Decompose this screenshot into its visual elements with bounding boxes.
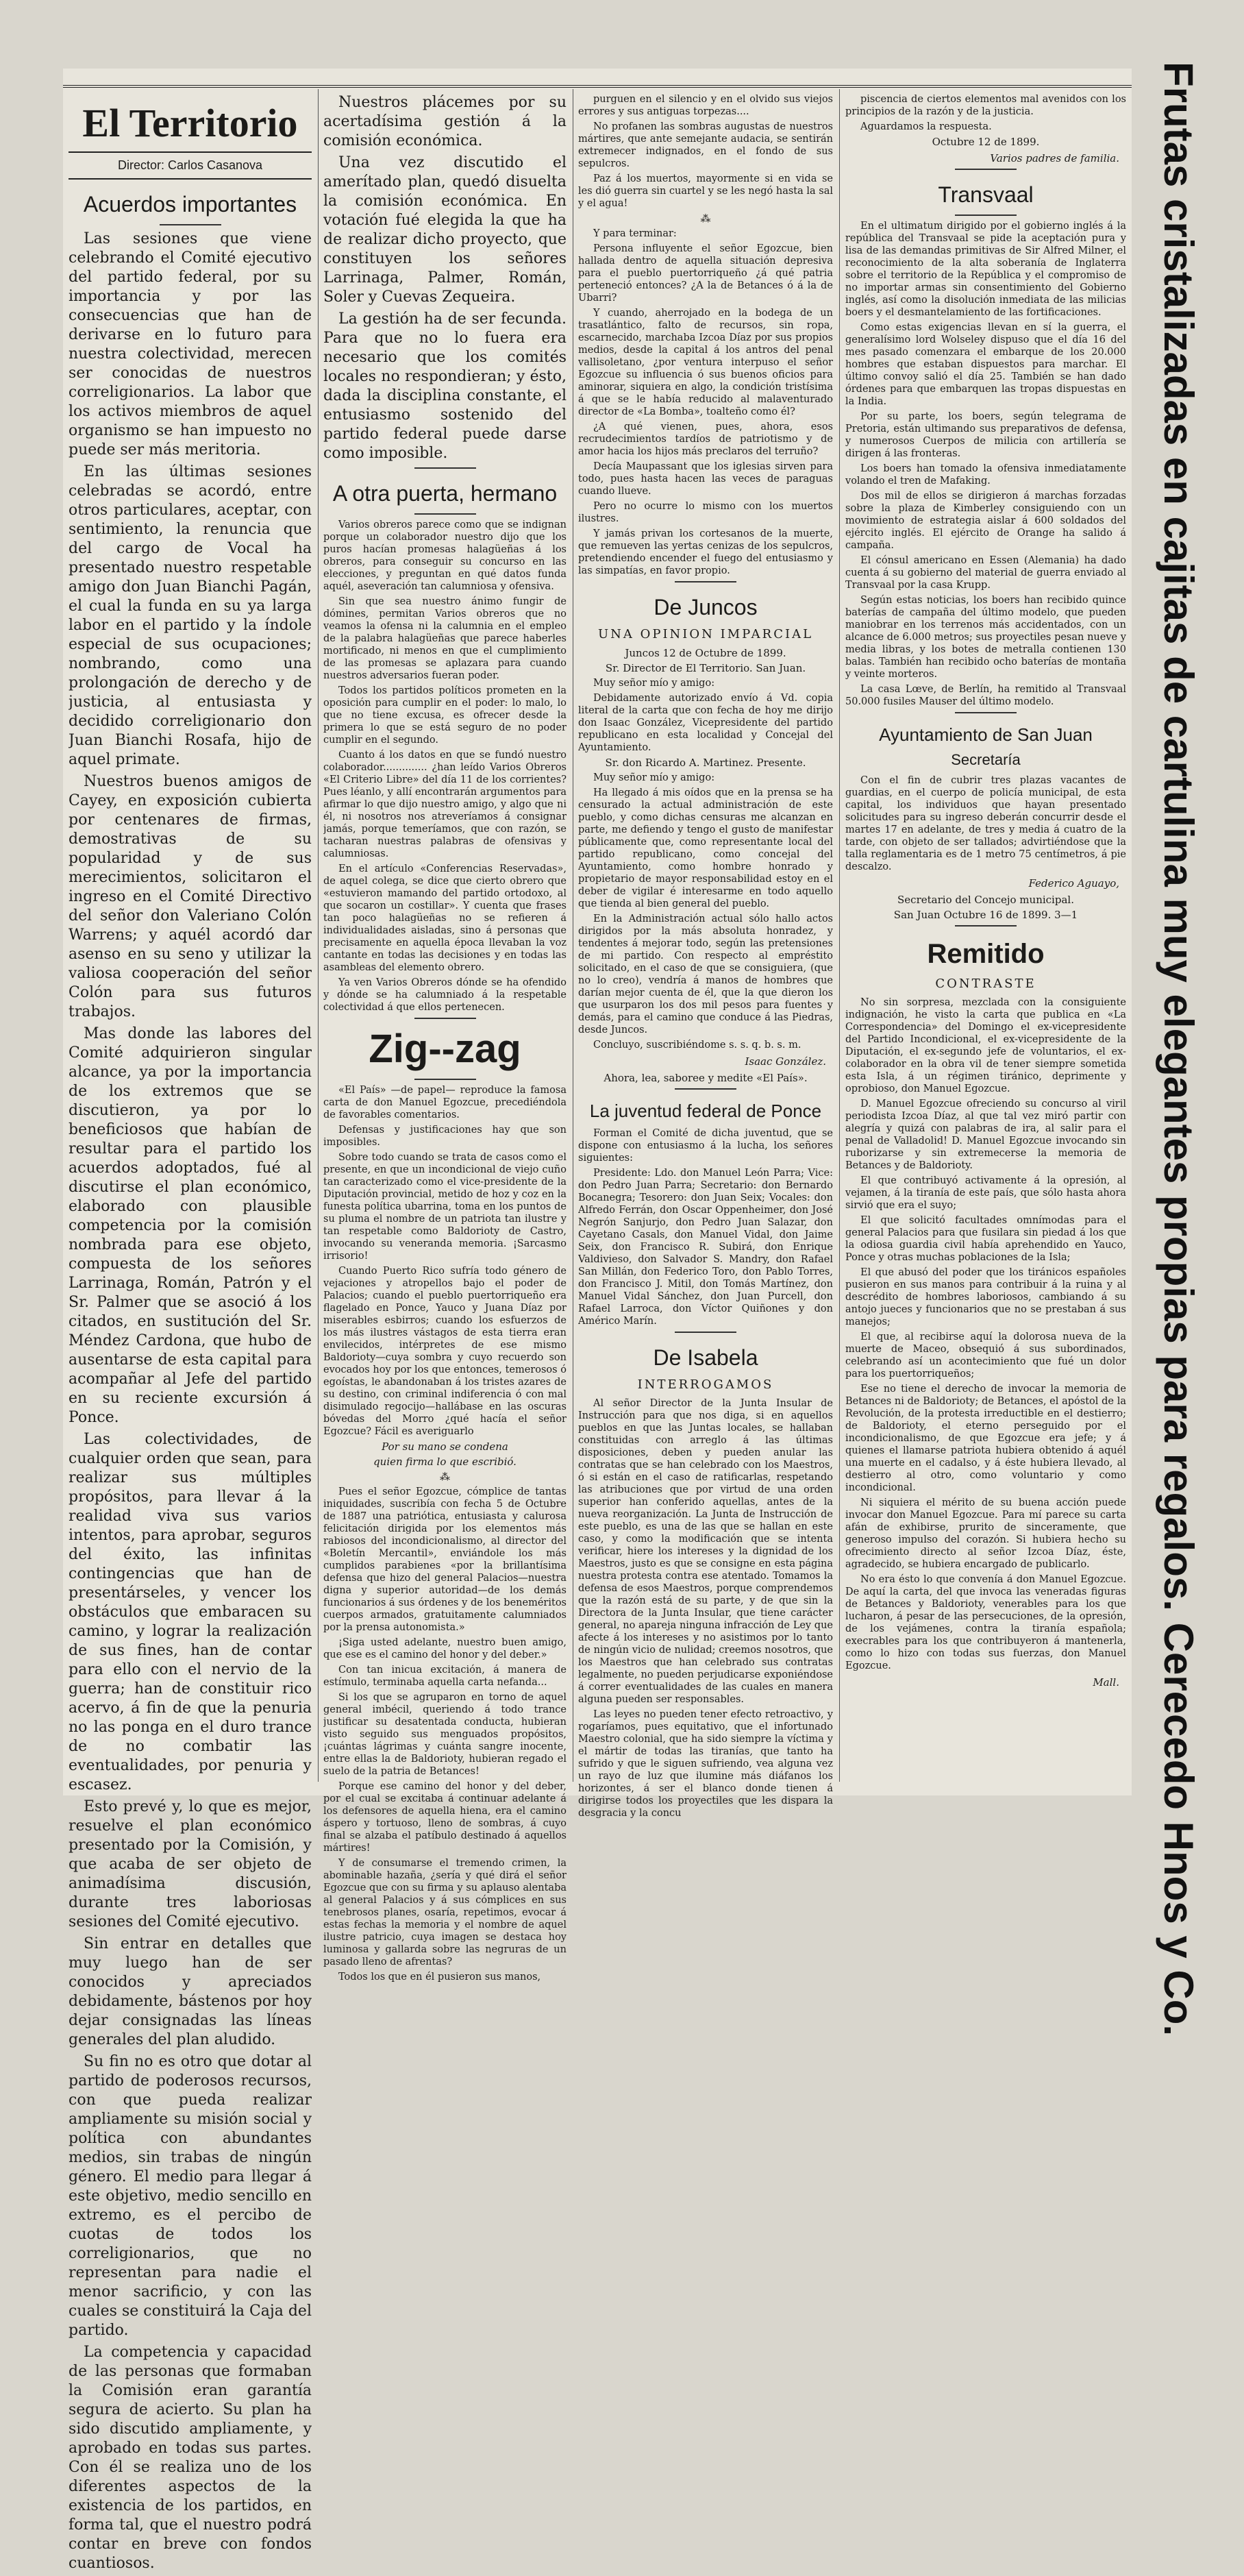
paragraph: En el ultimatum dirigido por el gobierno inglés á la república del Transvaal se pide la aceptación pura y lisa de las demandas primitivas de Sir Alfred Milner, el reconocimiento de la alta soberanía de Inglaterra sobre el territorio de la República y el compromiso de no importar armas sin consentimiento del Gobierno inglés, así como la disolución inmediata de las milicias boers y el desmantelamiento de las fortificaciones.: [845, 221, 1126, 318]
article-body: [323, 1084, 567, 1983]
verse-line: Por su mano se condena: [382, 1440, 508, 1453]
divider: [675, 1088, 736, 1090]
paragraph: Las colectividades, de cualquier orden que sean, para realizar sus múltiples propósitos, para llevar á la realidad viva sus varios intentos, para aprobar, seguros del éxito, las infinitas contingencias que han de presentárseles, y vencer los obstáculos que embaracen su camino, y lograr la realización de sus fines, han de contar para ello con el nervio de la guerra; han de constituir rico acervo, á fin de que la penuria no las ponga en el duro trance de no combatir las eventualidades, por penuria y escasez.: [69, 1431, 312, 1793]
paragraph: Aguardamos la respuesta.: [860, 121, 992, 132]
paragraph: Sobre todo cuando se trata de casos como el presente, en que un incondicional de viejo cuño tan caracterizado como el vice-presidente de la Diputación provincial, metido de hoz y coz en la funesta política ubarrina, toma en los puntos de su pluma el nombre de un patriota tan ilustre y tan respetable como Baldorioty de Castro, invocando su veneranda memoria. ¡Sarcasmo irrisorio!: [323, 1152, 567, 1262]
column-3: [578, 93, 833, 1822]
paragraph: Varios obreros parece como que se indignan porque un colaborador nuestro dijo que los puros hacían promesas halagüeñas á los obreros, para conseguir su concurso en las elecciones, y preguntan en qué datos funda aquél, aseveración tan calumniosa y ofensiva.: [323, 519, 567, 592]
paragraph: Porque ese camino del honor y del deber, por el cual se excitaba á continuar adelante á los defensores de aquella hiena, era el camino áspero y tortuoso, lleno de sombras, á cuyo final se alzaba el patíbulo destinado á aquellos mártires!: [323, 1781, 567, 1854]
paragraph: Cuanto á los datos en que se fundó nuestro colaborador.............. ¿han leído Varios Obreros «El Criterio Libre» del día 11 de los corrientes? Pues léanlo, y allí encontrarán argumentos para afirmar lo que dijo nuestro amigo, y algo que ni él, ni nosotros nos atreveríamos á consignar jamás, porque temeríamos, que con razón, se tacharan nuestras palabras de ofensivas y calumniosas.: [323, 750, 567, 859]
divider: [414, 1018, 476, 1019]
paragraph: El cónsul americano en Essen (Alemania) ha dado cuenta á su gobierno del material de guerra enviado al Transvaal por la casa Krupp.: [845, 555, 1126, 591]
article-heading: Transvaal: [938, 182, 1034, 207]
paragraph: Ese no tiene el derecho de invocar la memoria de Betances ni de Baldorioty; de Betances, el apóstol de la Revolución, de la protesta irreductible en el destierro; de Baldorioty, el eterno perseguido por el incondicionalismo, de que Egozcue era jefe; y á quienes el llamarse patriota hubiera obtenido á aquél una muerte en el cadalso, y á éste hubiera llevado, al destierro al otro, como voluntario y como incondicional.: [845, 1384, 1126, 1493]
paragraph: «El País» —de papel— reproduce la famosa carta de don Manuel Egozcue, precediéndola de favorables comentarios.: [323, 1085, 567, 1120]
paragraph: Dos mil de ellos se dirigieron á marchas forzadas sobre la plaza de Kimberley consiguiendo con un movimiento de estrategia aislar á 600 soldados del ejército inglés. El ejército de Orange ha salido á campaña.: [845, 491, 1126, 551]
column-1: [69, 93, 312, 2576]
paragraph: Con tan inicua excitación, á manera de estímulo, terminaba aquella carta nefanda...: [323, 1665, 567, 1688]
paragraph: Los boers han tomado la ofensiva inmediatamente volando el tren de Mafaking.: [845, 463, 1126, 487]
paragraph: El que abusó del poder que los tiránicos españoles pusieron en sus manos para contribuir á la ruina y al descrédito de hombres laboriosos, cambiando á su antojo jueces y funcionarios que no se prestaban á sus manejos;: [845, 1267, 1126, 1327]
article-subheading: Secretaría: [951, 751, 1021, 768]
article-heading: A otra puerta, hermano: [332, 481, 558, 506]
paragraph: Todos los partidos políticos prometen en la oposición para cumplir en el poder: lo malo, lo que no tiene excusa, es ofrecer desde la primera lo que se está seguro de no poder cumplir en el segundo.: [323, 685, 567, 746]
paragraph: Al señor Director de la Junta Insular de Instrucción para que nos diga, si en aquellos pueblos en que las Juntas locales, se hallaban constituidas con arreglo á las últimas disposiciones, deben y pueden anular las contratas que se han celebrado con los Maestros, ó si están en el caso de ratificarlas, respetando las atribuciones que por virtud de una orden superior han conferido aquellas, antes de la nueva reorganización. La Junta de Instrucción de este pueblo, es una de las que se hallan en este caso, y como la modificación que se intenta verificar, hiere los intereses y la dignidad de los Maestros, justo es que se consigne en esta página nuestra protesta contra ese atentado. Tomamos la defensa de esos Maestros, porque comprendemos que la razón está de su parte, y de que sin la Directora de la Junta Insular, que tiene carácter general, no apareja ninguna infracción de Ley que afecte á los intereses y no asistimos por lo tanto de ningún vicio de nulidad; creemos nosotros, que los Maestros que han celebrado sus contratas legalmente, no pueden perjudicarse exponiéndose á correr eventualidades de las cuales en manera alguna pueden ser responsables.: [578, 1398, 833, 1705]
article-body: [845, 220, 1126, 708]
article-body: [69, 230, 312, 2573]
paragraph: Presidente: Ldo. don Manuel León Parra; Vice: don Pedro Juan Parra; Secretario: don Bernardo Bocanegra; Tesorero: don Juan Seix; Vocales: don Alfredo Ferrán, don Oscar Oppenheimer, don José Negrón Sanjurjo, don Pedro Juan Salazar, don Cayetano Casals, don Manuel Vidal, don Jaime Seix, don Francisco R. Subirá, don Enrique Valdivieso, don Salvador S. Mandry, don Rafael San Millán, don Federico Toro, don Pablo Torres, don Francisco J. Mitil, don Tomás Martínez, don Manuel Vidal Sánchez, don Juan Purcell, don Rafael Larroca, don Víctor Quiñones y don Américo Marín.: [578, 1168, 833, 1327]
asterism: ⁂: [440, 1471, 450, 1483]
paragraph: La gestión ha de ser fecunda. Para que no lo fuera era necesario que los comités locales no respondieran; y ésto, dada la disciplina constante, el entusiasmo sostenido del partido federal puede darse como imposible.: [323, 310, 567, 462]
article-body: [578, 93, 833, 577]
paragraph: Si los que se agruparon en torno de aquel general imbécil, queriendo á todo trance justificar su desatentada conducta, hubieran visto seguido sus menguados propósitos, ¡cuántas lágrimas y cuánta sangre inocente, entre ellas la de Baldorioty, hubieran regado el suelo de la patria de Betances!: [323, 1692, 567, 1777]
paragraph: Las sesiones que viene celebrando el Comité ejecutivo del partido federal, por su importancia y por las consecuencias que han de derivarse en lo futuro para nuestra colectividad, merecen ser conocidas de nuestros correligionarios. La labor que los activos miembros de aquel organismo se han impuesto no puede ser más meritoria.: [69, 230, 312, 458]
signature: Isaac González.: [745, 1055, 826, 1068]
paragraph: Muy señor mío y amigo:: [593, 772, 715, 783]
paragraph: Cuando Puerto Rico sufría todo género de vejaciones y atropellos bajo el poder de Palacios; cuando el pueblo puertorriqueño era flagelado en Ponce, Yauco y Juana Díaz por miserables esbirros; cuando los esfuerzos de los más ilustres vástagos de esta tierra eran envilecidos, intérpretes de ese mismo Baldorioty—cuya sombra y cuyo recuerdo son evocados hoy por los que entonces, temerosos ó egoístas, le abandonaban á los tristes azares de su destino, con criminal indiferencia ó con mal disimulado regocijo—hallábase en las oscuras bóvedas del Morro ¿qué hacía el señor Egozcue? Fácil es averiguarlo: [323, 1266, 567, 1437]
paragraph: Esto prevé y, lo que es mejor, resuelve el plan económico presentado por la Comisión, y que acaba de ser objeto de animadísima discusión, durante tres laboriosas sesiones del Comité ejecutivo.: [69, 1798, 312, 1930]
verse-line: quien firma lo que escribió.: [373, 1456, 517, 1468]
paragraph: Nuestros plácemes por su acertadísima gestión á la comisión económica.: [323, 94, 567, 149]
letter-date: Octubre 12 de 1899.: [932, 136, 1040, 148]
paragraph: Y de consumarse el tremendo crimen, la abominable hazaña, ¿sería y qué dirá el señor Egozcue que con su firma y su aplauso alentaba al general Palacios y á sus cómplices en sus tenebrosos planes, osaría, repetimos, evocar á estas fechas la memoria y el nombre de aquel ilustre patricio, cuya imagen se destaca hoy luminosa y gallarda sobre las negruras de un pasado lleno de afrentas?: [323, 1858, 567, 1967]
column-4: [845, 93, 1126, 1693]
newspaper-page: [63, 69, 1132, 2572]
paragraph: ¿A qué vienen, pues, ahora, esos recrudecimientos tardíos de patriotismo y de amor hacia los hijos más preclaros del terruño?: [578, 421, 833, 457]
column-2: [323, 93, 567, 1986]
masthead-director: Director: Carlos Casanova: [69, 151, 312, 180]
notice-date: San Juan Octubre 16 de 1899. 3—1: [893, 909, 1078, 921]
paragraph: La casa Lœve, de Berlín, ha remitido al Transvaal 50.000 fusiles Mauser del último modelo.: [845, 684, 1126, 707]
article-body: [578, 1127, 833, 1327]
paragraph: Una vez discutido el amerítado plan, quedó disuelta la comisión económica. En votación fué elegida la que ha de realizar dicho proyecto, que constituyen los señores Larrinaga, Palmer, Román, Soler y Cuevas Zequeira.: [323, 154, 567, 306]
article-body: [578, 1397, 833, 1819]
paragraph: Y jamás privan los cortesanos de la muerte, que remueven las yertas cenizas de los sepulcros, pretendiendo encender el fuego del entusiasmo y las simpatías, en favor propio.: [578, 528, 833, 576]
letter-recipient: Sr. don Ricardo A. Martinez. Presente.: [605, 757, 806, 769]
paragraph: En las últimas sesiones celebradas se acordó, entre otros particulares, aceptar, con sentimiento, la renuncia que del cargo de Vocal ha presentado nuestro respetable amigo don Juan Bianchi Pagán, el cual la funda en su ya larga labor en el partido y la índole especial de sus ocupaciones; nombrando, como una prolongación de derecho y de justicia, al entusiasta y decidido correligionario don Juan Bianchi Rosafa, hijo de aquel primate.: [69, 463, 312, 768]
divider: [414, 467, 476, 469]
paragraph: Y cuando, aherrojado en la bodega de un trasatlántico, falto de recursos, sin ropa, escarnecido, marchaba Izcoa Díaz por sus propios medios, desde la capital á los antros del penal vallisoletano, ¿por ventura interpuso el señor Egozcue su influencia ó sus buenos oficios para aminorar, siquiera en algo, la condición tristísima á que se le había reducido al malaventurado director de «La Bomba», toalteño como él?: [578, 308, 833, 417]
column-divider: [318, 89, 319, 1782]
paragraph: No profanen las sombras augustas de nuestros mártires, que ante semejante audacia, se sentirán extremecer indignados, en el fondo de sus sepulcros.: [578, 121, 833, 169]
article-heading: La juventud federal de Ponce: [589, 1101, 822, 1121]
article-body: [845, 93, 1126, 164]
paragraph: Mas donde las labores del Comité adquirieron singular alcance, ya por la importancia de los extremos que se discutieron, ya por lo beneficiosos que habían de resultar para el partido los acuerdos adoptados, fué al discutirse el plan económico, elaborado con plausible competencia por la comisión nombrada para ese objeto, compuesta de los señores Larrinaga, Román, Patrón y el Sr. Palmer que se asoció á los citados, en sustitución del Sr. Méndez Cardona, que hubo de ausentarse de esta capital para acompañar al Jefe del partido en su reciente excursión á Ponce.: [69, 1025, 312, 1426]
article-heading: De Juncos: [654, 595, 758, 620]
article-subheading: INTERROGAMOS: [637, 1377, 774, 1392]
paragraph: Decía Maupassant que los iglesias sirven para todo, pues hasta hacen las veces de paraguas cuando llueve.: [578, 461, 833, 497]
divider: [955, 925, 1017, 927]
article-body: [845, 774, 1126, 921]
divider: [160, 224, 221, 225]
paragraph: Y para terminar:: [593, 228, 677, 239]
paragraph: Sin que sea nuestro ánimo fungir de dómines, permitan Varios obreros que no veamos la ofensa ni la calumnia en el empleo de la palabra halagüeñas que parece haberles mortificado, ni menos en que el cumplimiento de las promesas se aplazara para cuando nuestros adversarios fueran poder.: [323, 596, 567, 681]
article-heading: De Isabela: [653, 1345, 758, 1370]
paragraph: El que solicitó facultades omnímodas para el general Palacios para que fusilara sin piedad á los que la odiosa guardia civil había aprehendido en Yauco, Ponce y otras muchas poblaciones de la Isla;: [845, 1215, 1126, 1263]
paragraph: El que, al recibirse aquí la dolorosa nueva de la muerte de Maceo, obsequió á sus subordinados, celebrando así un acontecimiento que fué un dolor para los puertorriqueños;: [845, 1332, 1126, 1379]
paragraph: No era ésto lo que convenía á don Manuel Egozcue. De aquí la carta, del que invoca las veneradas figuras de Betances y Baldorioty, venerables para los que lucharon, á pesar de las persecuciones, de la opresión, de los vejámenes, contra la tiranía española; execrables para los que contribuyeron á mantenerla, como lo hizo con todas sus fuerzas, don Manuel Egozcue.: [845, 1574, 1126, 1671]
vertical-advertisement: [1147, 62, 1209, 2037]
letter-recipient: Sr. Director de El Territorio. San Juan.: [605, 662, 806, 674]
column-divider: [839, 89, 840, 1782]
paragraph: En el artículo «Conferencias Reservadas», de aquel colega, se dice que cierto obrero que «estuvieron mamando del partido ortodoxo, al que socaron un costillar». Y cuenta que frases tan poco halagüeñas no se refieren á individualidades aisladas, sino á personas que precisamente en aquella época llevaban la voz cantante en todas las decisiones y en todas las asambleas del elemento obrero.: [323, 863, 567, 973]
article-heading: Remitido: [927, 939, 1045, 969]
advertisement-text: Frutas cristalizadas en cajitas de cartulina muy elegantes propias para regalos. Cerecedo Hnos y Co.: [1156, 62, 1202, 2037]
divider: [675, 1332, 736, 1333]
paragraph: Todos los que en él pusieron sus manos,: [338, 1972, 541, 1983]
paragraph: Su fin no es otro que dotar al partido de poderosos recursos, con que pueda realizar ampliamente su misión social y política con abundantes medios, sin trabas de ningún género. El medio para llegar á este objetivo, medio sencillo en extremo, es el percibo de cuotas de todos los correligionarios, que no representan para nadie el menor sacrificio, y con las cuales se constituirá la Caja del partido.: [69, 2053, 312, 2339]
divider: [414, 513, 476, 515]
article-subheading: CONTRASTE: [935, 977, 1036, 991]
paragraph: piscencia de ciertos elementos mal avenidos con los principios de la razón y de la justicia.: [845, 94, 1126, 117]
signature-role: Secretario del Concejo municipal.: [897, 894, 1074, 906]
article-heading: Ayuntamiento de San Juan: [879, 724, 1093, 745]
paragraph: Pues el señor Egozcue, cómplice de tantas iniquidades, suscribía con fecha 5 de Octubre de 1887 una patriótica, entusiasta y calurosa felicitación dirigida por los elementos más rabiosos del incondicionalismo, al director del «Boletín Mercantil», enviándole los más cumplidos parabienes «por la brillantísima defensa que hizo del general Palacios—nuestra digna y superior autoridad—de los demás funcionarios á sus órdenes y de los beneméritos cuerpos armados, gratuitamente calumniados por la prensa autonomista.»: [323, 1486, 567, 1633]
paragraph: Defensas y justificaciones hay que son imposibles.: [323, 1125, 567, 1148]
divider: [955, 214, 1017, 216]
paragraph: ¡Siga usted adelante, nuestro buen amigo, que ese es el camino del honor y del deber.»: [323, 1637, 567, 1660]
article-heading: Zig--zag: [369, 1027, 521, 1071]
paragraph: La competencia y capacidad de las personas que formaban la Comisión eran garantía segura de acierto. Su plan ha sido discutido ampliamente, y aprobado en todas sus partes. Con él se realiza uno de los diferentes aspectos de la existencia de los partidos, en forma tal, que el nuestro podrá contar en breve con fondos cuantiosos.: [69, 2344, 312, 2572]
divider: [955, 712, 1017, 713]
paragraph: El que contribuyó activamente á la opresión, al vejamen, á la tiranía de este país, que sólo hasta ahora sirvió que era el suyo;: [845, 1175, 1126, 1211]
article-body: [845, 996, 1126, 1689]
signature: Federico Aguayo,: [1028, 877, 1119, 890]
paragraph: Forman el Comité de dicha juventud, que se dispone con entusiasmo á la lucha, los señores siguientes:: [578, 1128, 833, 1164]
paragraph: Pero no ocurre lo mismo con los muertos ilustres.: [578, 501, 833, 524]
closing-line: Ahora, lea, saboree y medite «El País».: [604, 1072, 808, 1084]
masthead-title: El Territorio: [82, 101, 298, 145]
article-subheading: UNA OPINION IMPARCIAL: [597, 627, 814, 641]
paragraph: Sin entrar en detalles que muy luego han de ser conocidos y apreciados debidamente, bástenos por hoy dejar consignadas las líneas generales del plan aludido.: [69, 1935, 312, 2048]
paragraph: Muy señor mío y amigo:: [593, 678, 715, 689]
letter-date: Juncos 12 de Octubre de 1899.: [625, 647, 786, 659]
paragraph: Las leyes no pueden tener efecto retroactivo, y rogaríamos, pues equitativo, que el infortunado Maestro colonial, que ha sido siempre la víctima y el mártir de todas las tiranías, que tanto ha sufrido y que le siguen sufriendo, vea alguna vez un rayo de luz que ilumine más diáfanos los horizontes, á ser el blanco donde tienen á dirigirse todos los proyectiles que les dispara la desgracia y la concu: [578, 1709, 833, 1819]
paragraph: Debidamente autorizado envío á Vd. copia literal de la carta que con fecha de hoy me dirijo don Isaac González, Vicepresidente del partido republicano en esta localidad y Concejal del Ayuntamiento.: [578, 693, 833, 753]
asterism: ⁂: [700, 212, 711, 225]
signature: Mall.: [1093, 1676, 1119, 1689]
paragraph: Por su parte, los boers, según telegrama de Pretoria, están ultimando sus preparativos de defensa, y numerosos Cuerpos de milicia con artillería se dirigen á las fronteras.: [845, 411, 1126, 459]
paragraph: Nuestros buenos amigos de Cayey, en exposición cubierta por centenares de firmas, demostrativas de su popularidad y de sus merecimientos, solicitaron el ingreso en el Comité Directivo del señor don Valeriano Colón Warrens; y aquél acordó dar asenso en su seno y utilizar la valiosa cooperación del señor Colón para sus futuros trabajos.: [69, 773, 312, 1020]
paragraph: D. Manuel Egozcue ofreciendo su concurso al viril periodista Izcoa Díaz, al que tal vez miró partir con alegría y quizá con palabras de ira, al salir para el penal de Valladolid! D. Manuel Egozcue invocando sin ruborizarse y sin extremecerse la memoria de Betances y de Baldorioty.: [845, 1099, 1126, 1171]
paragraph: Ha llegado á mis oídos que en la prensa se ha censurado la actual administración de este pueblo, y como dichas censuras me alcanzan en parte, me defiendo y tengo el gusto de manifestar públicamente que, como representante local del partido republicano, como concejal del Ayuntamiento, como hombre honrado y propietario de mayor responsabilidad estoy en el deber de vigilar é interesarme en todo aquello que tienda al bien general del pueblo.: [578, 787, 833, 909]
article-body: [578, 647, 833, 1084]
paragraph: Paz á los muertos, mayormente si en vida se les dió guerra sin cuartel y se les negó hasta la sal y el agua!: [578, 173, 833, 209]
paragraph: Como estas exigencias llevan en sí la guerra, el generalísimo lord Wolseley dispuso que el día 16 del mes pasado comenzara el embarque de los 20.000 hombres que estaban dispuestos para marchar. El último convoy salió el día 25. También se han dado órdenes para que embarquen las tropas dispuestas en la India.: [845, 322, 1126, 407]
divider: [414, 1079, 476, 1080]
paragraph: Con el fin de cubrir tres plazas vacantes de guardias, en el cuerpo de policía municipal, de esta capital, los individuos que hayan presentado solicitudes para su ingreso deberán concurrir desde el martes 17 en adelante, de tres y media á cuatro de la tarde, con objeto de ser tallados; advirtiéndose que la talla reglamentaria es de 1 metro 75 centímetros, á pie descalzo.: [845, 775, 1126, 872]
signature: Varios padres de familia.: [990, 152, 1119, 164]
article-body: [323, 93, 567, 463]
paragraph: Según estas noticias, los boers han recibido quince baterías de campaña del último modelo, que pueden maniobrar en los terrenos más accidentados, con un alcance de 6.000 metros; sus proyectiles pesan nueve y media libras, y los botes de metralla contienen 130 balas. También han recibido ocho baterías de montaña y veinte morteros.: [845, 595, 1126, 680]
paragraph: purguen en el silencio y en el olvido sus viejos errores y sus antiguas torpezas....: [578, 94, 833, 117]
paragraph: Concluyo, suscribiéndome s. s. q. b. s. m.: [593, 1040, 801, 1051]
article-heading: Acuerdos importantes: [83, 192, 297, 217]
paragraph: En la Administración actual sólo hallo actos dirigidos por la más absoluta honradez, y tendentes á mejorar todo, según las pretensiones de mi partido. Con respecto al empréstito solicitado, en el caso de que se consiguiera, (que no lo creo), vendría á manos de hombres que darían mejor cuenta de él, que la que dieron los que usurparon los dos mil pesos para fuentes y demás, para el camino que conduce á las Piedras, desde Juncos.: [578, 913, 833, 1035]
paragraph: Ni siquiera el mérito de su buena acción puede invocar don Manuel Egozcue. Para mí parece su carta afán de exhibirse, prurito de sinceramente, que generoso impulso del corazón. Si hubiera hecho su ofrecimiento directo al señor Izcoa Díaz, éste, agradecido, se hubiera encargado de publicarlo.: [845, 1497, 1126, 1570]
paragraph: Ya ven Varios Obreros dónde se ha ofendido y dónde se ha calumniado á la respetable colectividad á que ellos pertenecen.: [323, 977, 567, 1013]
paragraph: Persona influyente el señor Egozcue, bien hallada dentro de aquella situación depresiva para el pueblo puertorriqueño ¿á qué patria perteneció entonces? ¿A la de Betances ó á la de Ubarri?: [578, 243, 833, 304]
paragraph: No sin sorpresa, mezclada con la consiguiente indignación, he visto la carta que publica en «La Correspondencia» del Domingo el ex-vicepresidente del Partido Incondicional, el ex-vicepresidente de la Diputación, el ex-segundo jefe de voluntarios, el ex-colaborador en la obra vil de tener siempre sometida esta Isla, á un régimen tiránico, deprimente y oprobioso, don Manuel Egozcue.: [845, 997, 1126, 1094]
divider: [955, 169, 1017, 170]
article-body: [323, 519, 567, 1014]
divider: [675, 581, 736, 582]
top-rule: [63, 85, 1132, 88]
